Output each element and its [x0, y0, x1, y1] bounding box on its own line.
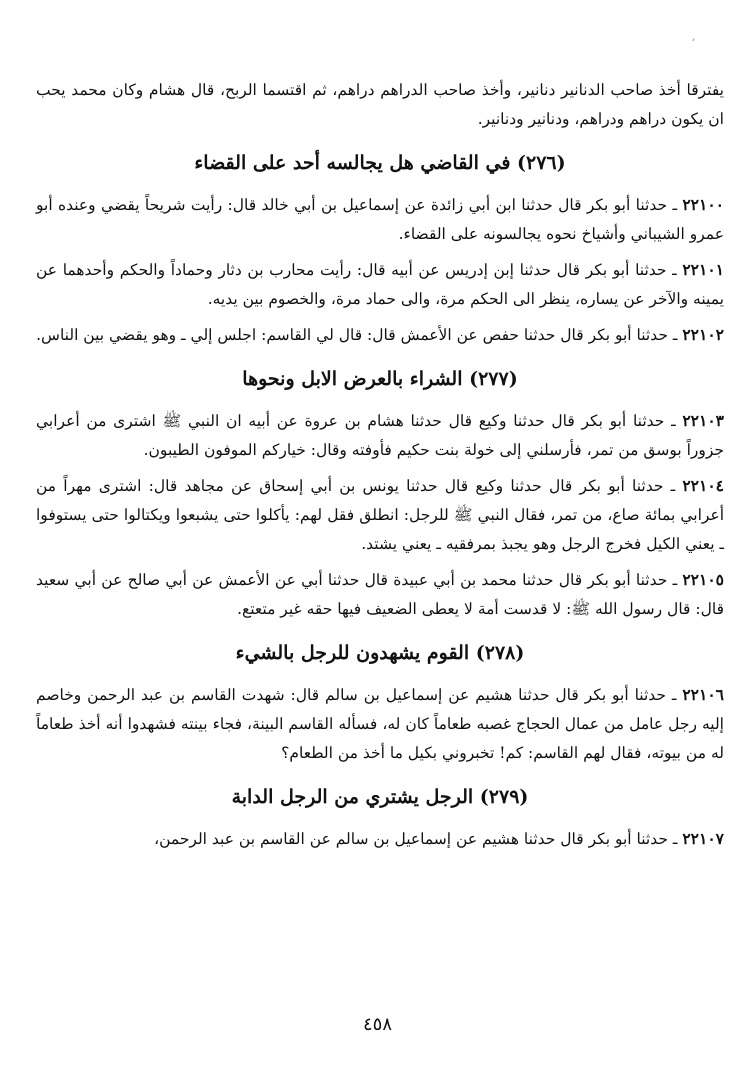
hadith-entry [36, 406, 724, 465]
section-heading-278: (٢٧٨) القوم يشهدون للرجل بالشيء [235, 642, 525, 664]
intro-paragraph: يفترقا أخذ صاحب الدنانير دنانير، وأخذ صاحب الدراهم دراهم، ثم اقتسما الربح، قال هشام وكان محمد يحب ان يكون دراهم ودراهم، ودنانير ودنانير. [36, 81, 724, 128]
hadith-entry [36, 824, 724, 854]
hadith-text: ـ حدثنا أبو بكر قال حدثنا هشيم عن إسماعيل بن سالم قال: شهدت القاسم بن عبد الرحمن وخاصم إليه رجل عامل من عمال الحجاج غصبه طعاماً كان له، فسأله القاسم البينة، فجاء بينته فشهدوا أنه أخذ طعاماً له من بيوته، فقال لهم القاسم: كم! تخبروني بكيل ما أخذ من الطعام؟ [36, 686, 724, 762]
hadith-entry [36, 471, 724, 559]
hadith-entry [36, 255, 724, 314]
hadith-text: ـ حدثنا أبو بكر قال حدثنا محمد بن أبي عبيدة قال حدثنا أبي عن الأعمش عن أبي صالح عن أبي سعيد قال: قال رسول الله ﷺ: لا قدست أمة لا يعطى الضعيف فيها حقه غير متعتع. [36, 571, 724, 618]
hadith-number: ٢٢١٠٠ [682, 195, 724, 214]
hadith-text: ـ حدثنا أبو بكر قال حدثنا إبن إدريس عن أبيه قال: رأيت محارب بن دثار وحماداً والحكم وأحدهما عن يمينه والآخر عن يساره، ينظر الى الحكم مرة، والى حماد مرة، والخصوم بين يديه. [36, 261, 724, 308]
hadith-text: ـ حدثنا أبو بكر قال حدثنا وكيع قال حدثنا يونس بن أبي إسحاق عن مجاهد قال: اشترى مهراً من أعرابي بمائة صاع، من تمر، فقال النبي ﷺ للرجل: انطلق فقل لهم: يأكلوا حتى يشبعوا ويكتالوا حتى يستوفوا ـ يعني الكيل فخرج الرجل وهو يجبذ بمرفقيه ـ يعني يشتد. [36, 477, 724, 553]
section-heading-277: (٢٧٧) الشراء بالعرض الابل ونحوها [242, 368, 518, 390]
hadith-entry [36, 565, 724, 624]
hadith-text: ـ حدثنا أبو بكر قال حدثنا هشيم عن إسماعيل بن سالم عن القاسم بن عبد الرحمن، [154, 830, 678, 848]
section-heading-279: (٢٧٩) الرجل يشتري من الرجل الدابة [231, 786, 529, 808]
hadith-text: ـ حدثنا أبو بكر قال حدثنا ابن أبي زائدة عن إسماعيل بن أبي خالد قال: رأيت شريحاً يقضي وعنده أبو عمرو الشيباني وأشياخ نحوه يجالسونه على القضاء. [36, 196, 724, 243]
page-number: ٤٥٨ [362, 1014, 392, 1035]
hadith-number: ٢٢١٠٤ [682, 476, 724, 495]
hadith-entry [36, 190, 724, 249]
hadith-number: ٢٢١٠٣ [682, 411, 724, 430]
hadith-text: ـ حدثنا أبو بكر قال حدثنا حفص عن الأعمش قال: قال لي القاسم: اجلس إلي ـ وهو يقضي بين الناس. [36, 326, 678, 344]
corner-mark: , [692, 30, 696, 43]
hadith-number: ٢٢١٠٢ [682, 325, 724, 344]
section-heading-276: (٢٧٦) في القاضي هل يجالسه أحد على القضاء [194, 152, 566, 174]
hadith-entry [36, 320, 724, 350]
hadith-number: ٢٢١٠٦ [682, 685, 724, 704]
hadith-text: ـ حدثنا أبو بكر قال حدثنا وكيع قال حدثنا هشام بن عروة عن أبيه ان النبي ﷺ اشترى من أعرابي جزوراً بوسق من تمر، فأرسلني إلى خولة بنت حكيم فأوفته وقال: خياركم الموفون الطيبون. [36, 412, 724, 459]
page-body [36, 76, 724, 860]
hadith-number: ٢٢١٠٥ [682, 570, 724, 589]
hadith-entry [36, 680, 724, 768]
hadith-number: ٢٢١٠١ [682, 260, 724, 279]
hadith-number: ٢٢١٠٧ [682, 829, 724, 848]
